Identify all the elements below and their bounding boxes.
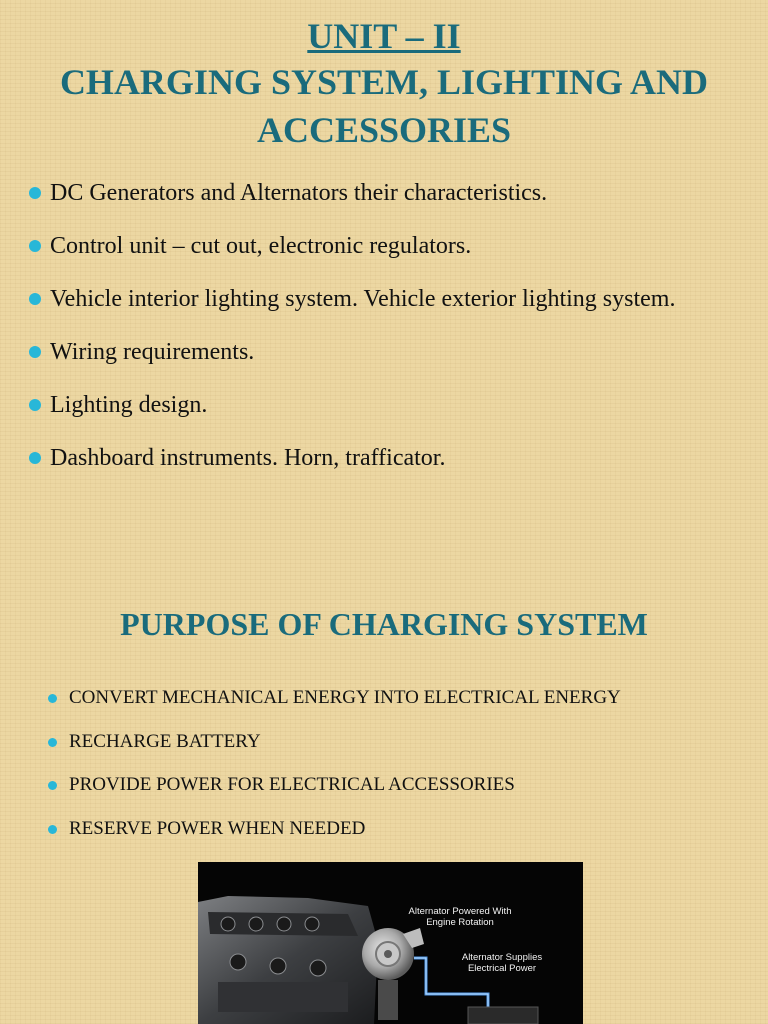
list-item bbox=[26, 223, 734, 269]
bullet-icon bbox=[29, 399, 41, 411]
list-item-text: Dashboard instruments. Horn, trafficator. bbox=[50, 445, 446, 471]
bullet-icon bbox=[29, 187, 41, 199]
engine-graphic bbox=[198, 862, 583, 1024]
list-item bbox=[46, 728, 726, 756]
list-item-text: Control unit – cut out, electronic regulators. bbox=[50, 233, 472, 259]
title-block bbox=[0, 14, 768, 154]
bullet-icon bbox=[29, 240, 41, 252]
list-item-text: RECHARGE BATTERY bbox=[69, 730, 261, 752]
list-item-text: Lighting design. bbox=[50, 392, 208, 418]
list-item bbox=[26, 435, 734, 481]
list-item-text: CONVERT MECHANICAL ENERGY INTO ELECTRICAL ENERGY bbox=[69, 687, 621, 708]
bullet-icon bbox=[48, 738, 57, 747]
list-item-text: DC Generators and Alternators their characteristics. bbox=[50, 180, 548, 206]
caption-alternator-supplies: Alternator Supplies Electrical Power bbox=[461, 952, 543, 974]
bullet-icon bbox=[48, 781, 57, 790]
bullet-icon bbox=[29, 346, 41, 358]
caption-alternator-powered: Alternator Powered With Engine Rotation bbox=[408, 906, 512, 928]
list-item bbox=[26, 170, 734, 216]
engine-alternator-illustration bbox=[198, 862, 583, 1024]
list-item bbox=[26, 329, 734, 375]
list-item-text: Vehicle interior lighting system. Vehicle exterior lighting system. bbox=[50, 286, 676, 312]
list-item bbox=[26, 276, 734, 322]
list-item-text: PROVIDE POWER FOR ELECTRICAL ACCESSORIES bbox=[69, 774, 515, 795]
bullet-icon bbox=[48, 694, 57, 703]
bullet-icon bbox=[29, 452, 41, 464]
page-title: CHARGING SYSTEM, LIGHTING AND ACCESSORIES bbox=[59, 62, 709, 150]
list-item-text: RESERVE POWER WHEN NEEDED bbox=[69, 817, 366, 839]
bullet-icon bbox=[48, 825, 57, 834]
list-item bbox=[46, 684, 726, 712]
section-heading: PURPOSE OF CHARGING SYSTEM bbox=[120, 606, 648, 642]
list-item bbox=[46, 815, 726, 843]
topic-list bbox=[26, 170, 734, 488]
bullet-icon bbox=[29, 293, 41, 305]
list-item bbox=[46, 771, 726, 799]
list-item bbox=[26, 382, 734, 428]
purpose-list bbox=[46, 684, 726, 858]
list-item-text: Wiring requirements. bbox=[50, 339, 255, 365]
unit-title: UNIT – II bbox=[307, 16, 461, 56]
